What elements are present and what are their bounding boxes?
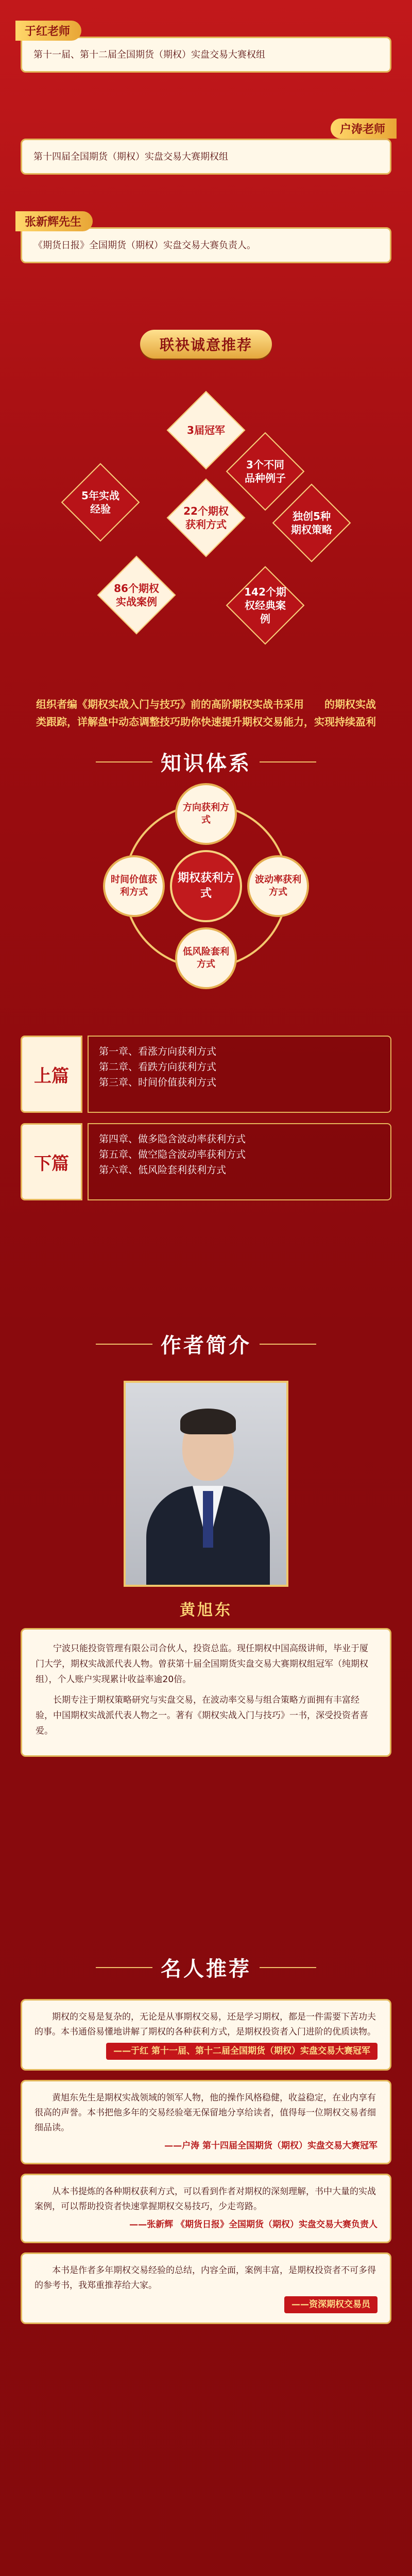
celebrity-card [21, 2174, 391, 2243]
book-parts [21, 1036, 391, 1211]
knowledge-center: 期权获利方式 [170, 850, 242, 922]
highlight-item: 3个不同品种例子 [227, 433, 304, 510]
chapter-item: 第三章、时间价值获利方式 [99, 1077, 217, 1088]
author-title: 作者简介 [161, 1334, 251, 1357]
celebrity-heading [0, 1953, 412, 1982]
recommender-text: 第十四届全国期货（期权）实盘交易大赛期权组 [21, 139, 391, 175]
recommender-card-3 [21, 211, 391, 263]
celebrity-text: 本书是作者多年期权交易经验的总结，内容全面，案例丰富，是期权投资者不可多得的参考书，我郑重推荐给大家。 [35, 2265, 376, 2291]
celebrity-title: 名人推荐 [161, 1958, 251, 1980]
chapter-item: 第五章、做空隐含波动率获利方式 [99, 1149, 246, 1160]
celebrity-text: 期权的交易是复杂的，无论是从事期权交易，还是学习期权，都是一件需要下苦功夫的事。本书通俗易懂地讲解了期权的各种获利方式，是期权投资者入门进阶的优质读物。 [35, 2012, 376, 2037]
knowledge-heading [0, 747, 412, 776]
highlights-heading [0, 330, 412, 359]
chapter-item: 第二章、看跌方向获利方式 [99, 1061, 217, 1073]
knowledge-title: 知识体系 [161, 752, 251, 775]
knowledge-diagram [103, 783, 309, 989]
knowledge-node: 低风险套利方式 [175, 927, 237, 989]
author-name: 黄旭东 [180, 1602, 232, 1619]
recommender-name: 户涛老师 [331, 118, 397, 139]
celebrity-text: 从本书提炼的各种期权获利方式，可以看到作者对期权的深刻理解，书中大量的实战案例，可以帮助投资者快速掌握期权交易技巧，少走弯路。 [35, 2187, 376, 2212]
highlight-item: 3届冠军 [167, 392, 245, 469]
recommender-text: 第十一届、第十二届全国期货（期权）实盘交易大赛权组 [21, 37, 391, 73]
part-chapters [88, 1036, 391, 1113]
celebrity-signature: ——资深期权交易员 [284, 2296, 377, 2313]
knowledge-node: 时间价值获利方式 [103, 855, 165, 917]
recommender-card-1 [21, 21, 391, 73]
highlight-item: 5年实战经验 [62, 464, 139, 541]
part-tag: 下篇 [21, 1123, 82, 1200]
highlights-grid [21, 392, 391, 680]
bio-paragraph: 长期专注于期权策略研究与实盘交易，在波动率交易与组合策略方面拥有丰富经验，中国期权实战派代表人物之一。著有《期权实战入门与技巧》一书，深受投资者喜爱。 [36, 1695, 368, 1736]
chapter-item: 第一章、看涨方向获利方式 [99, 1046, 217, 1057]
celebrity-card [21, 2080, 391, 2164]
celebrity-signature: ——张新辉 《期货日报》全国期货（期权）实盘交易大赛负责人 [129, 2219, 377, 2230]
recommender-card-2 [21, 118, 391, 175]
part-chapters [88, 1123, 391, 1200]
part-tag: 上篇 [21, 1036, 82, 1113]
divider-line [260, 761, 316, 762]
celebrity-text: 黄旭东先生是期权实战领域的领军人物，他的操作风格稳健，收益稳定，在业内享有很高的声誉。本书把他多年的交易经验毫无保留地分享给读者，值得每一位期权交易者细细品读。 [35, 2093, 376, 2133]
divider-line [96, 1967, 152, 1968]
highlight-item: 22个期权获利方式 [167, 479, 245, 556]
divider-line [260, 1967, 316, 1968]
book-part [21, 1123, 391, 1200]
highlights-title: 联袂诚意推荐 [140, 330, 272, 359]
author-photo [124, 1381, 288, 1587]
recommender-text: 《期货日报》全国期货（期权）实盘交易大赛负责人。 [21, 227, 391, 263]
celebrity-signature: ——户涛 第十四届全国期货（期权）实盘交易大赛冠军 [164, 2141, 377, 2151]
recommender-name: 于红老师 [15, 21, 81, 41]
celebrity-card [21, 1999, 391, 2071]
celebrity-signature: ——于红 第十一届、第十二届全国期货（期权）实盘交易大赛冠军 [106, 2043, 377, 2060]
book-part [21, 1036, 391, 1113]
highlights-description: 组织者编《期权实战入门与技巧》前的高阶期权实战书采用 的期权实战类跟踪，详解盘中动态调整技巧助你快速提升期权交易能力，实现持续盈利 [36, 698, 376, 728]
divider-line [96, 1344, 152, 1345]
celebrity-list [21, 1999, 391, 2333]
highlight-item: 独创5种期权策略 [273, 484, 350, 562]
divider-line [96, 761, 152, 762]
bio-paragraph: 宁波只能投资管理有限公司合伙人，投资总监。现任期权中国高级讲师，毕业于厦门大学，期权实战派代表人物。曾获第十届全国期货实盘交易大赛期权组冠军（纯期权组），个人账户实现累计收益率逾20倍。 [36, 1643, 368, 1685]
highlight-item: 142个期权经典案例 [227, 567, 304, 644]
highlight-item: 86个期权实战案例 [98, 556, 175, 634]
recommender-name: 张新辉先生 [15, 211, 93, 231]
chapter-item: 第六章、低风险套利获利方式 [99, 1164, 227, 1176]
divider-line [260, 1344, 316, 1345]
author-bio [21, 1628, 391, 1757]
celebrity-card [21, 2252, 391, 2324]
knowledge-node: 波动率获利方式 [247, 855, 309, 917]
author-heading [0, 1329, 412, 1359]
chapter-item: 第四章、做多隐含波动率获利方式 [99, 1133, 246, 1145]
knowledge-node: 方向获利方式 [175, 783, 237, 845]
